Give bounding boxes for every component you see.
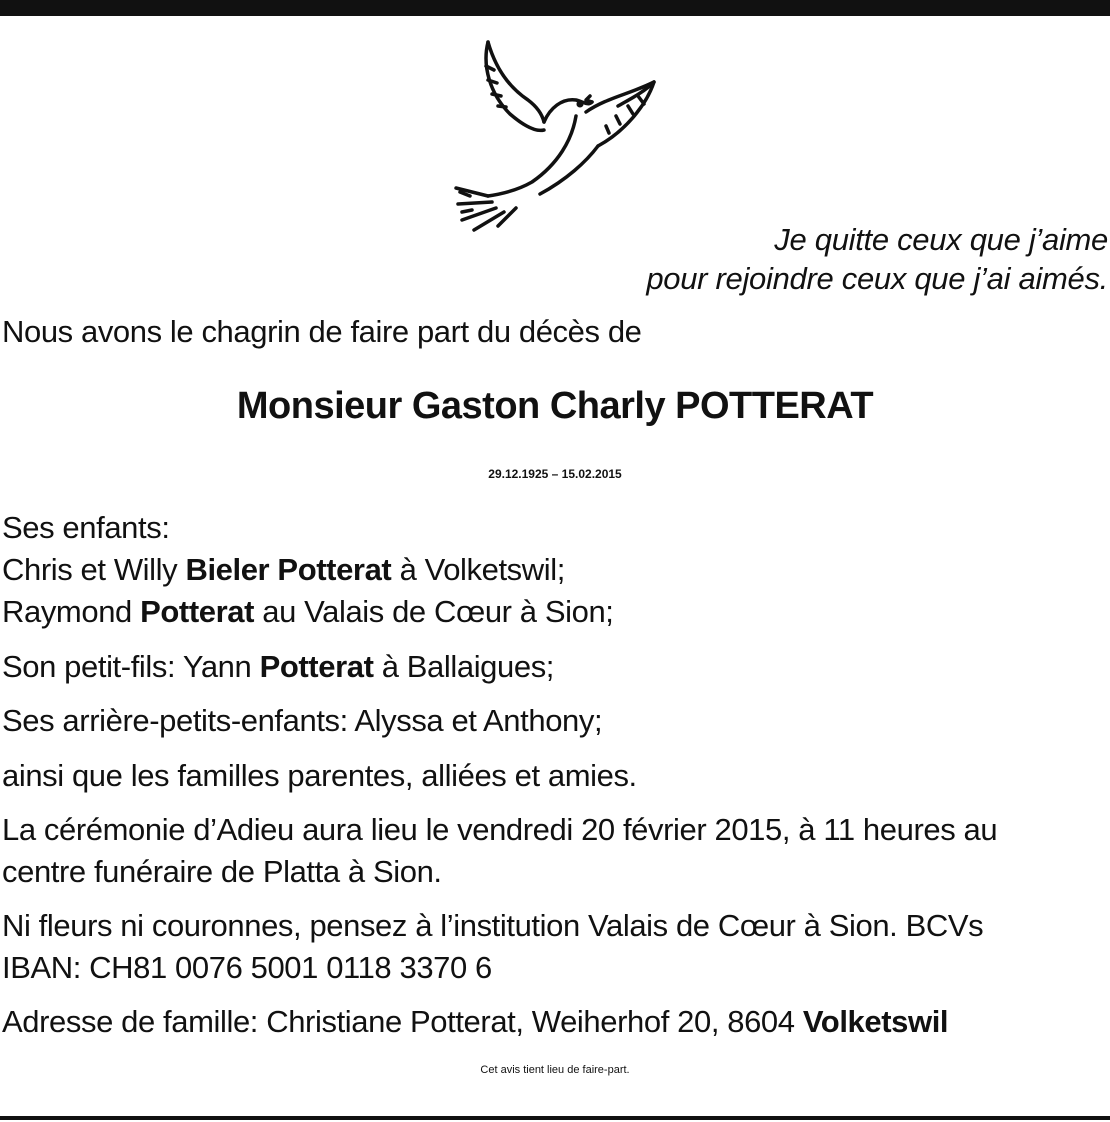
children-heading: Ses enfants:	[2, 510, 170, 545]
child-2-suffix: au Valais de Cœur à Sion;	[254, 594, 614, 629]
ceremony-line-2: centre funéraire de Platta à Sion.	[2, 854, 442, 889]
life-dates: 29.12.1925 – 15.02.2015	[488, 467, 622, 481]
grandson-surname: Potterat	[259, 649, 374, 684]
families-text: ainsi que les familles parentes, alliées et amies.	[2, 758, 637, 793]
deceased-name: Monsieur Gaston Charly POTTERAT	[236, 385, 874, 427]
dove-icon	[448, 36, 660, 232]
child-1-surname: Bieler Potterat	[185, 552, 392, 587]
grandson	[2, 645, 554, 689]
child-2	[2, 590, 614, 634]
ceremony-line-1: La cérémonie d’Adieu aura lieu le vendredi 20 février 2015, à 11 heures au	[2, 812, 998, 847]
grandson-suffix: à Ballaigues;	[373, 649, 555, 684]
child-1-suffix: à Volketswil;	[391, 552, 565, 587]
child-1	[2, 548, 565, 592]
epitaph-quote	[646, 220, 1108, 298]
family-address	[2, 1000, 948, 1044]
top-rule	[0, 0, 1110, 16]
epitaph-line-2: pour rejoindre ceux que j’ai aimés.	[646, 261, 1108, 296]
grandson-prefix: Son petit-fils: Yann	[2, 649, 260, 684]
child-1-prefix: Chris et Willy	[2, 552, 186, 587]
intro-text: Nous avons le chagrin de faire part du décès de	[2, 314, 642, 349]
child-2-surname: Potterat	[140, 594, 255, 629]
bottom-rule	[0, 1116, 1110, 1120]
family-address-city: Volketswil	[802, 1004, 949, 1039]
child-2-prefix: Raymond	[2, 594, 141, 629]
closing-text: Cet avis tient lieu de faire-part.	[480, 1064, 630, 1076]
epitaph-line-1: Je quitte ceux que j’aime	[774, 222, 1108, 257]
donation-line-1: Ni fleurs ni couronnes, pensez à l’institution Valais de Cœur à Sion. BCVs	[2, 908, 984, 943]
donation-line-2: IBAN: CH81 0076 5001 0118 3370 6	[2, 950, 492, 985]
family-address-prefix: Adresse de famille: Christiane Potterat, Weiherhof 20, 8604	[2, 1004, 803, 1039]
great-grandchildren: Ses arrière-petits-enfants: Alyssa et Anthony;	[2, 703, 603, 738]
